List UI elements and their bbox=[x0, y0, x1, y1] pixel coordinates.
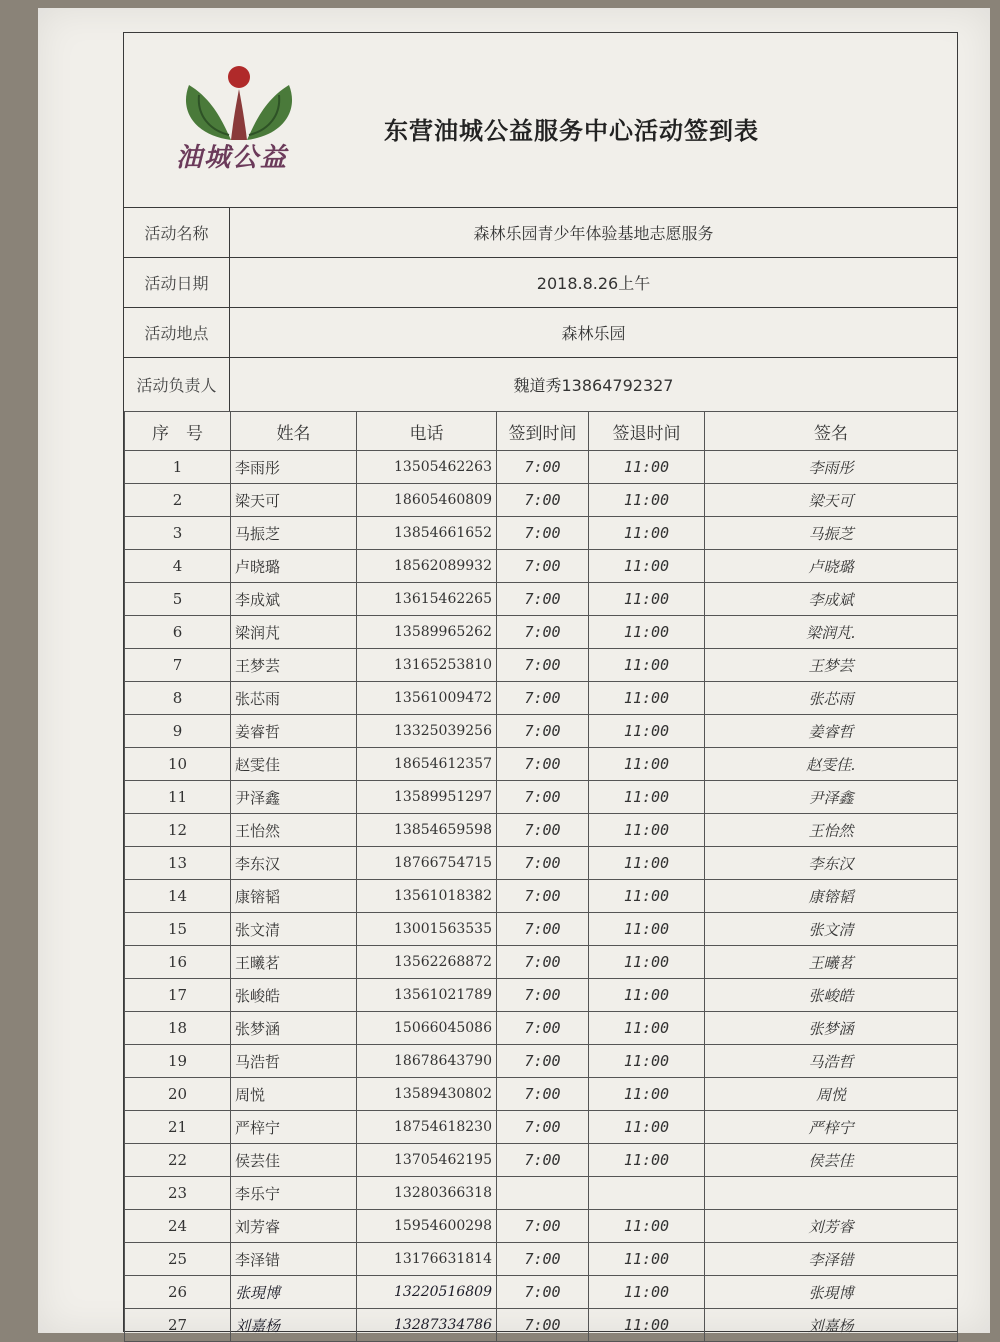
row-sign-out-time: 11:00 bbox=[589, 880, 705, 913]
row-sign-in-time: 7:00 bbox=[497, 946, 589, 979]
info-value: 2018.8.26上午 bbox=[536, 273, 651, 293]
info-value: 魏道秀13864792327 bbox=[513, 375, 674, 395]
row-phone: 13176631814 bbox=[357, 1243, 497, 1276]
row-number: 26 bbox=[125, 1276, 231, 1309]
row-signature: 王怡然 bbox=[705, 814, 958, 847]
row-sign-in-time: 7:00 bbox=[497, 979, 589, 1012]
row-number: 3 bbox=[125, 517, 231, 550]
row-sign-in-time bbox=[497, 1177, 589, 1210]
table-header-row bbox=[125, 412, 958, 451]
row-name: 李泽错 bbox=[231, 1243, 357, 1276]
table-row bbox=[125, 517, 958, 550]
row-signature: 姜睿哲 bbox=[705, 715, 958, 748]
row-sign-out-time: 11:00 bbox=[589, 847, 705, 880]
row-signature: 赵雯佳. bbox=[705, 748, 958, 781]
row-sign-in-time: 7:00 bbox=[497, 847, 589, 880]
row-sign-out-time: 11:00 bbox=[589, 517, 705, 550]
info-label: 活动日期 bbox=[124, 257, 230, 307]
table-row bbox=[125, 847, 958, 880]
row-name: 严梓宁 bbox=[231, 1111, 357, 1144]
row-signature: 李泽错 bbox=[705, 1243, 958, 1276]
table-row bbox=[125, 781, 958, 814]
row-name: 张峻皓 bbox=[231, 979, 357, 1012]
attendance-table-body bbox=[125, 451, 958, 1342]
row-signature: 李东汉 bbox=[705, 847, 958, 880]
row-number: 24 bbox=[125, 1210, 231, 1243]
row-number: 7 bbox=[125, 649, 231, 682]
row-name: 梁天可 bbox=[231, 484, 357, 517]
row-sign-out-time: 11:00 bbox=[589, 484, 705, 517]
row-name: 王梦芸 bbox=[231, 649, 357, 682]
row-phone: 13561021789 bbox=[357, 979, 497, 1012]
row-sign-in-time: 7:00 bbox=[497, 1045, 589, 1078]
paper-sheet bbox=[38, 8, 990, 1333]
row-phone: 13561018382 bbox=[357, 880, 497, 913]
row-phone: 13589965262 bbox=[357, 616, 497, 649]
row-signature: 王曦茗 bbox=[705, 946, 958, 979]
table-row bbox=[125, 451, 958, 484]
row-sign-out-time: 11:00 bbox=[589, 1078, 705, 1111]
row-signature bbox=[705, 1177, 958, 1210]
row-phone: 18766754715 bbox=[357, 847, 497, 880]
row-signature: 康镕韬 bbox=[705, 880, 958, 913]
table-row bbox=[125, 1243, 958, 1276]
row-signature: 王梦芸 bbox=[705, 649, 958, 682]
table-row bbox=[125, 616, 958, 649]
row-sign-out-time: 11:00 bbox=[589, 781, 705, 814]
row-number: 12 bbox=[125, 814, 231, 847]
row-name: 李雨彤 bbox=[231, 451, 357, 484]
row-phone: 13001563535 bbox=[357, 913, 497, 946]
column-header-sign-in-time: 签到时间 bbox=[497, 412, 589, 451]
row-sign-out-time: 11:00 bbox=[589, 1243, 705, 1276]
row-phone: 13165253810 bbox=[357, 649, 497, 682]
table-row bbox=[125, 814, 958, 847]
row-name: 梁润芃 bbox=[231, 616, 357, 649]
info-label: 活动名称 bbox=[124, 207, 230, 257]
table-row bbox=[125, 913, 958, 946]
row-name: 康镕韬 bbox=[231, 880, 357, 913]
row-phone: 13287334786 bbox=[357, 1309, 497, 1342]
row-sign-in-time: 7:00 bbox=[497, 1078, 589, 1111]
row-sign-in-time: 7:00 bbox=[497, 649, 589, 682]
row-sign-in-time: 7:00 bbox=[497, 715, 589, 748]
info-row-activity-name bbox=[124, 207, 957, 258]
row-name: 张現博 bbox=[231, 1276, 357, 1309]
row-number: 25 bbox=[125, 1243, 231, 1276]
attendance-table bbox=[124, 411, 958, 1342]
column-header-sign-out-time: 签退时间 bbox=[589, 412, 705, 451]
row-sign-out-time: 11:00 bbox=[589, 946, 705, 979]
row-signature: 马浩哲 bbox=[705, 1045, 958, 1078]
row-number: 22 bbox=[125, 1144, 231, 1177]
row-sign-in-time: 7:00 bbox=[497, 682, 589, 715]
row-name: 周悦 bbox=[231, 1078, 357, 1111]
row-sign-in-time: 7:00 bbox=[497, 1111, 589, 1144]
row-sign-out-time: 11:00 bbox=[589, 1045, 705, 1078]
row-number: 27 bbox=[125, 1309, 231, 1342]
row-number: 1 bbox=[125, 451, 231, 484]
row-signature: 马振芝 bbox=[705, 517, 958, 550]
row-name: 王怡然 bbox=[231, 814, 357, 847]
row-number: 16 bbox=[125, 946, 231, 979]
info-row-activity-leader bbox=[124, 357, 957, 412]
info-value: 森林乐园 bbox=[561, 323, 626, 343]
table-row bbox=[125, 550, 958, 583]
row-phone: 13505462263 bbox=[357, 451, 497, 484]
row-phone: 18678643790 bbox=[357, 1045, 497, 1078]
row-phone: 13220516809 bbox=[357, 1276, 497, 1309]
table-row bbox=[125, 715, 958, 748]
row-sign-in-time: 7:00 bbox=[497, 484, 589, 517]
row-signature: 梁润芃. bbox=[705, 616, 958, 649]
row-name: 李成斌 bbox=[231, 583, 357, 616]
row-name: 张梦涵 bbox=[231, 1012, 357, 1045]
column-header-signature: 签名 bbox=[705, 412, 958, 451]
row-name: 赵雯佳 bbox=[231, 748, 357, 781]
row-sign-in-time: 7:00 bbox=[497, 1276, 589, 1309]
row-signature: 卢晓璐 bbox=[705, 550, 958, 583]
row-phone: 18605460809 bbox=[357, 484, 497, 517]
row-sign-out-time: 11:00 bbox=[589, 1012, 705, 1045]
row-name: 刘嘉杨 bbox=[231, 1309, 357, 1342]
row-phone: 13280366318 bbox=[357, 1177, 497, 1210]
row-number: 11 bbox=[125, 781, 231, 814]
row-sign-out-time: 11:00 bbox=[589, 1111, 705, 1144]
row-signature: 周悦 bbox=[705, 1078, 958, 1111]
row-number: 10 bbox=[125, 748, 231, 781]
row-phone: 13325039256 bbox=[357, 715, 497, 748]
row-sign-in-time: 7:00 bbox=[497, 781, 589, 814]
table-row bbox=[125, 880, 958, 913]
row-signature: 梁天可 bbox=[705, 484, 958, 517]
row-sign-in-time: 7:00 bbox=[497, 748, 589, 781]
row-name: 张文清 bbox=[231, 913, 357, 946]
info-row-activity-date bbox=[124, 257, 957, 308]
row-sign-in-time: 7:00 bbox=[497, 1144, 589, 1177]
table-row bbox=[125, 1078, 958, 1111]
row-phone: 13615462265 bbox=[357, 583, 497, 616]
row-name: 李东汉 bbox=[231, 847, 357, 880]
row-sign-out-time: 11:00 bbox=[589, 616, 705, 649]
row-sign-out-time: 11:00 bbox=[589, 1210, 705, 1243]
row-sign-out-time: 11:00 bbox=[589, 979, 705, 1012]
row-signature: 严梓宁 bbox=[705, 1111, 958, 1144]
table-row bbox=[125, 649, 958, 682]
info-value: 森林乐园青少年体验基地志愿服务 bbox=[473, 223, 714, 243]
row-sign-in-time: 7:00 bbox=[497, 814, 589, 847]
row-phone: 13589951297 bbox=[357, 781, 497, 814]
info-label: 活动负责人 bbox=[124, 357, 230, 411]
table-row bbox=[125, 979, 958, 1012]
info-row-activity-location bbox=[124, 307, 957, 358]
row-signature: 侯芸佳 bbox=[705, 1144, 958, 1177]
row-number: 6 bbox=[125, 616, 231, 649]
column-header-number: 序 号 bbox=[125, 412, 231, 451]
row-number: 2 bbox=[125, 484, 231, 517]
table-row bbox=[125, 1177, 958, 1210]
row-phone: 15954600298 bbox=[357, 1210, 497, 1243]
page-title: 东营油城公益服务中心活动签到表 bbox=[384, 117, 759, 145]
table-row bbox=[125, 1309, 958, 1342]
row-sign-out-time: 11:00 bbox=[589, 1276, 705, 1309]
logo-text: 油城公益 bbox=[176, 143, 289, 173]
row-sign-in-time: 7:00 bbox=[497, 1210, 589, 1243]
row-sign-out-time: 11:00 bbox=[589, 1144, 705, 1177]
row-signature: 尹泽鑫 bbox=[705, 781, 958, 814]
row-phone: 18562089932 bbox=[357, 550, 497, 583]
row-signature: 李雨彤 bbox=[705, 451, 958, 484]
row-phone: 13589430802 bbox=[357, 1078, 497, 1111]
row-sign-in-time: 7:00 bbox=[497, 583, 589, 616]
row-name: 刘芳睿 bbox=[231, 1210, 357, 1243]
row-number: 9 bbox=[125, 715, 231, 748]
row-phone: 13561009472 bbox=[357, 682, 497, 715]
row-sign-in-time: 7:00 bbox=[497, 880, 589, 913]
table-row bbox=[125, 946, 958, 979]
row-name: 张芯雨 bbox=[231, 682, 357, 715]
row-sign-out-time: 11:00 bbox=[589, 913, 705, 946]
row-sign-out-time bbox=[589, 1177, 705, 1210]
row-name: 姜睿哲 bbox=[231, 715, 357, 748]
row-sign-in-time: 7:00 bbox=[497, 517, 589, 550]
row-name: 卢晓璐 bbox=[231, 550, 357, 583]
row-signature: 张梦涵 bbox=[705, 1012, 958, 1045]
sign-in-form bbox=[123, 32, 958, 1335]
table-row bbox=[125, 682, 958, 715]
row-sign-out-time: 11:00 bbox=[589, 1309, 705, 1342]
row-sign-out-time: 11:00 bbox=[589, 814, 705, 847]
row-name: 马振芝 bbox=[231, 517, 357, 550]
row-phone: 13562268872 bbox=[357, 946, 497, 979]
row-number: 23 bbox=[125, 1177, 231, 1210]
row-signature: 张現博 bbox=[705, 1276, 958, 1309]
row-name: 尹泽鑫 bbox=[231, 781, 357, 814]
row-sign-out-time: 11:00 bbox=[589, 583, 705, 616]
row-sign-out-time: 11:00 bbox=[589, 649, 705, 682]
table-row bbox=[125, 748, 958, 781]
form-header bbox=[124, 33, 957, 208]
row-number: 14 bbox=[125, 880, 231, 913]
row-phone: 13854659598 bbox=[357, 814, 497, 847]
row-number: 20 bbox=[125, 1078, 231, 1111]
row-signature: 李成斌 bbox=[705, 583, 958, 616]
row-number: 19 bbox=[125, 1045, 231, 1078]
row-sign-in-time: 7:00 bbox=[497, 1012, 589, 1045]
charity-logo-icon bbox=[169, 55, 309, 195]
row-signature: 张峻皓 bbox=[705, 979, 958, 1012]
table-row bbox=[125, 484, 958, 517]
column-header-name: 姓名 bbox=[231, 412, 357, 451]
row-sign-out-time: 11:00 bbox=[589, 748, 705, 781]
table-row bbox=[125, 1111, 958, 1144]
row-signature: 张文清 bbox=[705, 913, 958, 946]
row-sign-out-time: 11:00 bbox=[589, 682, 705, 715]
row-signature: 刘嘉杨 bbox=[705, 1309, 958, 1342]
table-row bbox=[125, 583, 958, 616]
row-number: 15 bbox=[125, 913, 231, 946]
info-label: 活动地点 bbox=[124, 307, 230, 357]
row-phone: 13854661652 bbox=[357, 517, 497, 550]
row-sign-out-time: 11:00 bbox=[589, 550, 705, 583]
row-number: 4 bbox=[125, 550, 231, 583]
row-sign-in-time: 7:00 bbox=[497, 550, 589, 583]
table-row bbox=[125, 1276, 958, 1309]
row-number: 17 bbox=[125, 979, 231, 1012]
table-row bbox=[125, 1210, 958, 1243]
row-name: 马浩哲 bbox=[231, 1045, 357, 1078]
row-sign-out-time: 11:00 bbox=[589, 715, 705, 748]
row-phone: 13705462195 bbox=[357, 1144, 497, 1177]
row-number: 21 bbox=[125, 1111, 231, 1144]
row-sign-in-time: 7:00 bbox=[497, 1243, 589, 1276]
row-number: 8 bbox=[125, 682, 231, 715]
row-sign-in-time: 7:00 bbox=[497, 616, 589, 649]
row-number: 18 bbox=[125, 1012, 231, 1045]
row-phone: 18654612357 bbox=[357, 748, 497, 781]
row-name: 李乐宁 bbox=[231, 1177, 357, 1210]
row-sign-out-time: 11:00 bbox=[589, 451, 705, 484]
column-header-phone: 电话 bbox=[357, 412, 497, 451]
row-signature: 刘芳睿 bbox=[705, 1210, 958, 1243]
table-row bbox=[125, 1144, 958, 1177]
row-sign-in-time: 7:00 bbox=[497, 913, 589, 946]
row-sign-in-time: 7:00 bbox=[497, 451, 589, 484]
row-phone: 15066045086 bbox=[357, 1012, 497, 1045]
row-signature: 张芯雨 bbox=[705, 682, 958, 715]
table-row bbox=[125, 1045, 958, 1078]
row-sign-in-time: 7:00 bbox=[497, 1309, 589, 1342]
row-name: 侯芸佳 bbox=[231, 1144, 357, 1177]
row-name: 王曦茗 bbox=[231, 946, 357, 979]
row-number: 5 bbox=[125, 583, 231, 616]
row-phone: 18754618230 bbox=[357, 1111, 497, 1144]
table-row bbox=[125, 1012, 958, 1045]
row-number: 13 bbox=[125, 847, 231, 880]
